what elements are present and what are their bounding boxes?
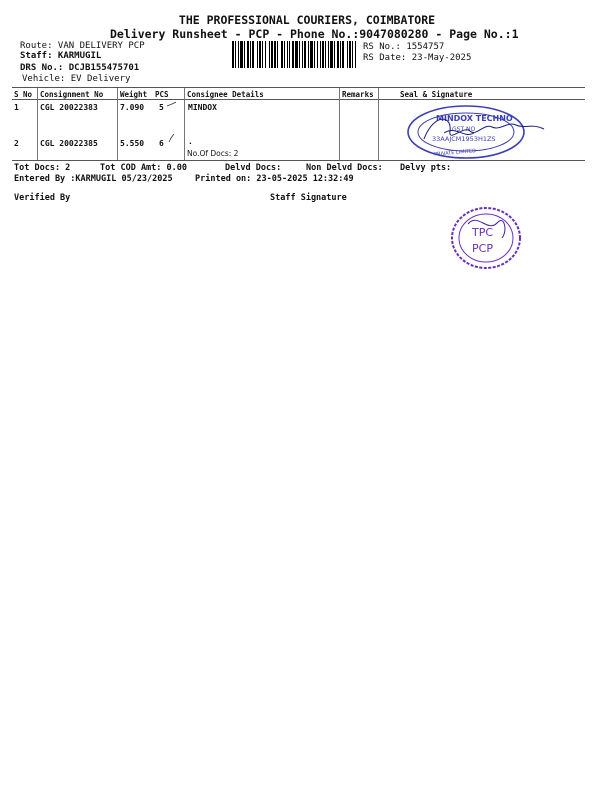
seal-code-text: 33AAJCM1953H1ZS (432, 135, 496, 143)
runsheet-subtitle: Delivery Runsheet - PCP - Phone No.:9047080280 - Page No.:1 (110, 27, 519, 41)
stamp-text-pcp: PCP (472, 242, 493, 255)
header-consignment: Consignment No (40, 90, 104, 99)
table-header-rule (12, 99, 585, 100)
stamp-text-tpc: TPC (472, 226, 494, 239)
barcode-bar (355, 41, 356, 68)
company-seal-stamp (404, 103, 554, 163)
route-label: Route: VAN DELIVERY PCP (20, 41, 145, 51)
col-sep (37, 88, 38, 160)
row1-weight: 7.090 (120, 103, 145, 112)
header-weight: Weight (120, 90, 148, 99)
barcode (232, 41, 356, 68)
staff-signature-label: Staff Signature (270, 193, 347, 203)
rs-date: RS Date: 23-May-2025 (363, 53, 472, 63)
total-docs: Tot Docs: 2 (14, 163, 71, 173)
row2-docs-count: No.Of Docs: 2 (187, 149, 239, 158)
tick-marks (160, 98, 190, 153)
row1-pcs: 5 (159, 103, 164, 112)
delivered-docs: Delvd Docs: (225, 163, 282, 173)
seal-gst-text: GST NO (452, 126, 476, 133)
row2-weight: 5.550 (120, 139, 145, 148)
col-sep (117, 88, 118, 160)
non-delivered-docs: Non Delvd Docs: (306, 163, 383, 173)
header-seal-signature: Seal & Signature (400, 90, 473, 99)
entered-by: Entered By :KARMUGIL 05/23/2025 (14, 174, 173, 184)
tpc-pcp-stamp (448, 204, 526, 272)
total-cod-amount: Tot COD Amt: 0.00 (100, 163, 187, 173)
row1-consignee: MINDOX (188, 103, 217, 112)
tick-mark-row1 (167, 102, 176, 106)
header-consignee: Consignee Details (187, 90, 264, 99)
row1-sno: 1 (14, 103, 19, 112)
verified-by-label: Verified By (14, 193, 71, 203)
seal-top-text: MINDOX TECHNO (436, 114, 513, 123)
col-sep (339, 88, 340, 160)
seal-bottom-text: PRIVATE LIMITED (433, 148, 477, 158)
row1-consignment: CGL 20022383 (40, 103, 98, 112)
col-sep (378, 88, 379, 160)
delivery-points: Delvy pts: (400, 163, 452, 173)
row2-consignment: CGL 20022385 (40, 139, 98, 148)
tick-mark-row2 (169, 134, 174, 142)
staff-label: Staff: KARMUGIL (20, 51, 102, 61)
printed-on: Printed on: 23-05-2025 12:32:49 (195, 174, 354, 184)
row2-consignee: . (188, 137, 193, 146)
header-pcs: PCS (155, 90, 169, 99)
drs-number: DRS No.: DCJB155475701 (20, 63, 140, 73)
table-top-rule (12, 87, 585, 88)
row2-pcs: 6 (159, 139, 164, 148)
rs-number: RS No.: 1554757 (363, 42, 445, 52)
header-remarks: Remarks (342, 90, 374, 99)
row2-sno: 2 (14, 139, 19, 148)
vehicle-label: Vehicle: EV Delivery (22, 74, 131, 84)
company-title: THE PROFESSIONAL COURIERS, COIMBATORE (178, 13, 436, 27)
header-sno: S No (14, 90, 33, 99)
